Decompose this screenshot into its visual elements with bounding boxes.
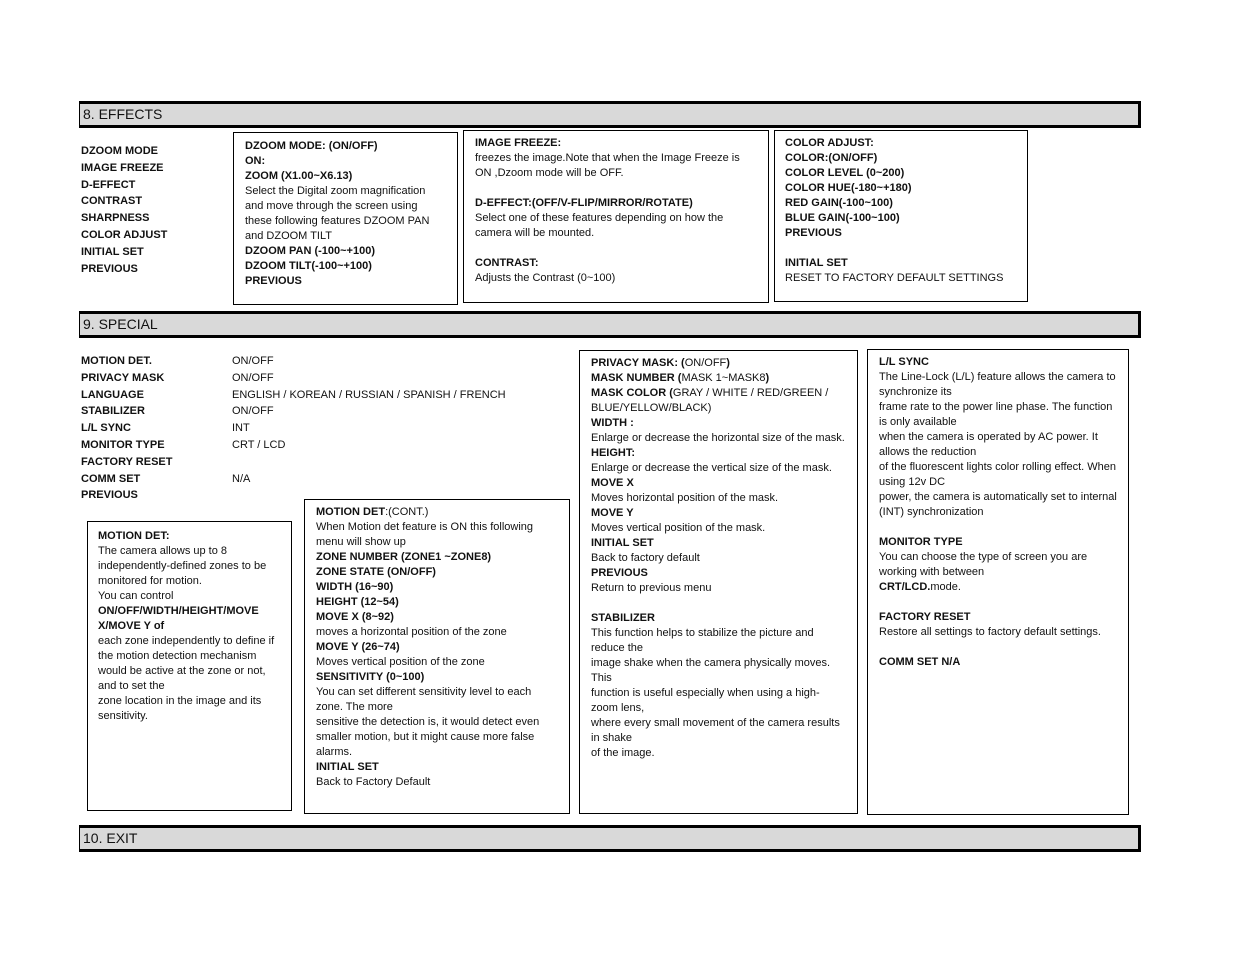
box-line-text: image shake when the camera physically moves. This bbox=[591, 657, 831, 684]
box-line-suffix: ON/OFF bbox=[684, 357, 727, 369]
menu-item: MOTION DET. bbox=[81, 355, 152, 367]
box-line-text: Adjusts the Contrast (0~100) bbox=[475, 272, 616, 284]
box-line bbox=[591, 416, 846, 431]
box-line-text: Restore all settings to factory default settings. bbox=[879, 626, 1101, 638]
box-line bbox=[591, 536, 846, 551]
freeze-box bbox=[463, 130, 769, 303]
box-line-text: INITIAL SET bbox=[591, 537, 654, 549]
box-line bbox=[591, 386, 846, 416]
box-line-text: You can set different sensitivity level to each zone. The more bbox=[316, 686, 532, 713]
box-line bbox=[785, 166, 1017, 181]
box-line bbox=[316, 655, 558, 670]
box-line bbox=[879, 355, 1117, 370]
box-line-text: sensitive the detection is, it would detect even smaller motion, but it might cause more false alarms. bbox=[316, 716, 540, 758]
menu-item: IMAGE FREEZE bbox=[81, 161, 164, 174]
box-line bbox=[475, 241, 757, 256]
box-line bbox=[591, 431, 846, 446]
motion-det-box bbox=[87, 521, 292, 811]
menu-item: PRIVACY MASK bbox=[81, 371, 165, 384]
box-line bbox=[591, 446, 846, 461]
box-line bbox=[316, 505, 558, 520]
box-line-text: ZONE NUMBER (ZONE1 ~ZONE8) bbox=[316, 551, 492, 563]
box-line-suffix: ) bbox=[726, 357, 730, 369]
box-line bbox=[785, 181, 1017, 196]
motion-det-cont-box bbox=[304, 499, 570, 814]
box-line-text: ZOOM (X1.00~X6.13) bbox=[245, 170, 353, 182]
box-line-text: COLOR LEVEL (0~200) bbox=[785, 167, 905, 179]
menu-item: MONITOR TYPE bbox=[81, 438, 165, 451]
box-line bbox=[879, 610, 1117, 625]
box-line-text: of the fluorescent lights color rolling effect. When using 12v DC bbox=[879, 461, 1117, 488]
box-line bbox=[316, 670, 558, 685]
box-line-text: CRT/LCD. bbox=[879, 581, 931, 593]
box-line-text: where every small movement of the camera results in shake bbox=[591, 717, 840, 744]
box-line-text: Return to previous menu bbox=[591, 582, 712, 594]
box-line-text: BLUE GAIN(-100~100) bbox=[785, 212, 900, 224]
box-line bbox=[591, 491, 846, 506]
box-line bbox=[785, 241, 1017, 256]
box-line-text: ZONE STATE (ON/OFF) bbox=[316, 566, 436, 578]
box-line-text: MOTION DET: bbox=[98, 530, 170, 542]
box-line-text: Enlarge or decrease the horizontal size of the mask. bbox=[591, 432, 845, 444]
menu-item: COLOR ADJUST bbox=[81, 228, 168, 241]
box-line bbox=[879, 520, 1117, 535]
menu-value bbox=[232, 454, 506, 471]
box-line-text: When Motion det feature is ON this following menu will show up bbox=[316, 521, 534, 548]
box-line bbox=[475, 196, 757, 211]
box-line bbox=[316, 580, 558, 595]
box-line bbox=[591, 356, 846, 371]
box-line-text: MOVE X bbox=[591, 477, 634, 489]
box-line bbox=[879, 655, 1117, 670]
box-line bbox=[591, 716, 846, 746]
box-line bbox=[316, 610, 558, 625]
box-line-text: moves a horizontal position of the zone bbox=[316, 626, 507, 638]
box-line-text: DZOOM TILT(-100~+100) bbox=[245, 260, 372, 272]
box-line bbox=[591, 626, 846, 656]
box-line-text: COMM SET N/A bbox=[879, 656, 961, 668]
menu-item: L/L SYNC bbox=[81, 422, 131, 435]
box-line bbox=[879, 580, 1117, 595]
box-line-text: COLOR ADJUST: bbox=[785, 137, 874, 149]
box-line bbox=[316, 685, 558, 715]
box-line bbox=[475, 181, 757, 196]
menu-item: D-EFFECT bbox=[81, 178, 136, 191]
box-line bbox=[591, 566, 846, 581]
menu-item: SHARPNESS bbox=[81, 212, 150, 225]
box-line-text: STABILIZER bbox=[591, 612, 655, 624]
box-line bbox=[316, 775, 558, 790]
box-line-suffix: MASK 1~MASK8 bbox=[681, 372, 766, 384]
box-line-text: Enlarge or decrease the vertical size of the mask. bbox=[591, 462, 832, 474]
box-line-text: RED GAIN(-100~100) bbox=[785, 197, 893, 209]
menu-item: CONTRAST bbox=[81, 195, 143, 208]
menu-value: ON/OFF bbox=[232, 405, 274, 418]
box-line-text: Moves vertical position of the zone bbox=[316, 656, 485, 668]
box-line-text: MONITOR TYPE bbox=[879, 536, 963, 548]
box-line bbox=[245, 274, 446, 289]
menu-value: ON/OFF bbox=[232, 371, 274, 384]
box-line-text: Back to Factory Default bbox=[316, 776, 431, 788]
box-line bbox=[591, 506, 846, 521]
box-line-text: INITIAL SET bbox=[316, 761, 379, 773]
box-line-text: PREVIOUS bbox=[785, 227, 842, 239]
box-line-text: MASK COLOR ( bbox=[591, 387, 673, 399]
box-line-text: You can choose the type of screen you are working with between bbox=[879, 551, 1088, 578]
menu-item: DZOOM MODE bbox=[81, 145, 158, 157]
sync-monitor-box bbox=[867, 349, 1129, 815]
box-line bbox=[475, 151, 757, 181]
box-line-text: frame rate to the power line phase. The function is only available bbox=[879, 401, 1113, 428]
box-line bbox=[591, 686, 846, 716]
menu-value: INT bbox=[232, 422, 250, 435]
box-line-text: when the camera is operated by AC power. It allows the reduction bbox=[879, 431, 1098, 458]
box-line bbox=[475, 136, 757, 151]
box-line bbox=[98, 589, 281, 604]
box-line-text: INITIAL SET bbox=[785, 257, 848, 269]
box-line bbox=[245, 154, 446, 169]
box-line bbox=[879, 625, 1117, 640]
box-line bbox=[98, 694, 281, 724]
box-line-text: The Line-Lock (L/L) feature allows the camera to synchronize its bbox=[879, 371, 1116, 398]
box-line-text: MOTION DET bbox=[316, 506, 386, 518]
box-line-text: CONTRAST: bbox=[475, 257, 539, 269]
box-line bbox=[591, 461, 846, 476]
box-line bbox=[245, 169, 446, 184]
box-line-text: Back to factory default bbox=[591, 552, 700, 564]
special-values bbox=[232, 353, 506, 504]
menu-item: PREVIOUS bbox=[81, 489, 138, 502]
box-line bbox=[98, 634, 281, 694]
box-line-text: WIDTH : bbox=[591, 417, 634, 429]
menu-item: STABILIZER bbox=[81, 405, 145, 418]
section-header-effects: 8. EFFECTS bbox=[79, 101, 1141, 128]
menu-item: INITIAL SET bbox=[81, 245, 144, 258]
box-line bbox=[316, 565, 558, 580]
box-line bbox=[98, 529, 281, 544]
box-line-text: HEIGHT (12~54) bbox=[316, 596, 399, 608]
box-line-suffix: :(CONT.) bbox=[385, 506, 429, 518]
box-line bbox=[591, 746, 846, 761]
box-line bbox=[879, 400, 1117, 430]
box-line bbox=[475, 271, 757, 286]
section-header-special: 9. SPECIAL bbox=[79, 311, 1141, 338]
box-line-text: ON: bbox=[245, 155, 266, 167]
box-line bbox=[245, 184, 446, 244]
privacy-stabilizer-box bbox=[579, 350, 858, 814]
box-line bbox=[879, 460, 1117, 490]
box-line bbox=[316, 625, 558, 640]
box-line-text: PREVIOUS bbox=[591, 567, 648, 579]
box-line bbox=[245, 259, 446, 274]
box-line-text: Select the Digital zoom magnification and move through the screen using these following features DZOOM PAN and DZOOM TILT bbox=[245, 185, 430, 242]
color-adjust-box bbox=[774, 130, 1028, 302]
box-line bbox=[591, 551, 846, 566]
box-line bbox=[98, 544, 281, 589]
menu-item: LANGUAGE bbox=[81, 388, 144, 401]
box-line-suffix: GRAY / WHITE / RED/GREEN / BLUE/YELLOW/BLACK) bbox=[591, 387, 829, 414]
menu-item: COMM SET bbox=[81, 472, 141, 485]
box-line-text: PREVIOUS bbox=[245, 275, 302, 287]
box-line-text: MASK NUMBER ( bbox=[591, 372, 682, 384]
box-line bbox=[879, 550, 1117, 580]
box-line-text: COLOR HUE(-180~+180) bbox=[785, 182, 912, 194]
box-line-text: WIDTH (16~90) bbox=[316, 581, 394, 593]
box-line-text: IMAGE FREEZE: bbox=[475, 137, 562, 149]
box-line bbox=[591, 521, 846, 536]
menu-value: CRT / LCD bbox=[232, 438, 286, 451]
box-line bbox=[245, 139, 446, 154]
box-line-text: of the image. bbox=[591, 747, 655, 759]
box-line-text: COLOR:(ON/OFF) bbox=[785, 152, 878, 164]
box-line bbox=[591, 596, 846, 611]
box-line bbox=[98, 604, 281, 634]
box-line bbox=[879, 370, 1117, 400]
menu-value: ENGLISH / KOREAN / RUSSIAN / SPANISH / FRENCH bbox=[232, 388, 506, 401]
box-line-text: FACTORY RESET bbox=[879, 611, 971, 623]
box-line-text: each zone independently to define if the motion detection mechanism would be active at the zone or not, and to set the bbox=[98, 635, 275, 692]
box-line-text: function is useful especially when using a high-zoom lens, bbox=[591, 687, 820, 714]
box-line-text: RESET TO FACTORY DEFAULT SETTINGS bbox=[785, 272, 1004, 284]
box-line bbox=[475, 211, 757, 241]
dzoom-box bbox=[233, 132, 458, 305]
box-line-text: This function helps to stabilize the picture and reduce the bbox=[591, 627, 814, 654]
box-line-text: MOVE X (8~92) bbox=[316, 611, 394, 623]
box-line-text: Select one of these features depending on how the camera will be mounted. bbox=[475, 212, 724, 239]
box-line-text: Moves vertical position of the mask. bbox=[591, 522, 766, 534]
box-line bbox=[245, 244, 446, 259]
box-line-text: D-EFFECT:(OFF/V-FLIP/MIRROR/ROTATE) bbox=[475, 197, 693, 209]
box-line-text: Moves horizontal position of the mask. bbox=[591, 492, 779, 504]
box-line bbox=[316, 550, 558, 565]
section-header-exit: 10. EXIT bbox=[79, 825, 1141, 852]
box-line bbox=[785, 211, 1017, 226]
box-line-text: SENSITIVITY (0~100) bbox=[316, 671, 425, 683]
box-line bbox=[316, 715, 558, 760]
menu-item: PREVIOUS bbox=[81, 262, 138, 275]
special-menu bbox=[81, 353, 172, 504]
box-line bbox=[785, 151, 1017, 166]
menu-value: N/A bbox=[232, 472, 251, 485]
box-line bbox=[785, 226, 1017, 241]
box-line-suffix: mode. bbox=[930, 581, 961, 593]
box-line-text: HEIGHT: bbox=[591, 447, 635, 459]
box-line bbox=[879, 430, 1117, 460]
box-line bbox=[316, 520, 558, 550]
box-line-text: ON/OFF/WIDTH/HEIGHT/MOVE X/MOVE Y of bbox=[98, 605, 259, 632]
box-line bbox=[591, 656, 846, 686]
box-line bbox=[591, 581, 846, 596]
box-line bbox=[879, 640, 1117, 655]
box-line-text: zone location in the image and its sensitivity. bbox=[98, 695, 262, 722]
box-line-text: freezes the image.Note that when the Image Freeze is ON ,Dzoom mode will be OFF. bbox=[475, 152, 740, 179]
box-line bbox=[591, 476, 846, 491]
menu-value: ON/OFF bbox=[232, 355, 274, 367]
effects-menu bbox=[81, 143, 167, 277]
box-line-text: MOVE Y bbox=[591, 507, 634, 519]
box-line bbox=[785, 196, 1017, 211]
box-line bbox=[785, 256, 1017, 271]
box-line bbox=[316, 640, 558, 655]
box-line-suffix: ) bbox=[765, 372, 770, 384]
box-line-text: The camera allows up to 8 independently-defined zones to be monitored for motion. bbox=[98, 545, 267, 587]
box-line bbox=[879, 535, 1117, 550]
box-line bbox=[475, 256, 757, 271]
box-line-text: DZOOM MODE: (ON/OFF) bbox=[245, 140, 378, 152]
box-line-text: MOVE Y (26~74) bbox=[316, 641, 400, 653]
box-line-text: L/L SYNC bbox=[879, 356, 929, 368]
box-line bbox=[879, 595, 1117, 610]
box-line bbox=[316, 760, 558, 775]
box-line-text: PRIVACY MASK: ( bbox=[591, 357, 685, 369]
box-line bbox=[785, 136, 1017, 151]
box-line bbox=[591, 611, 846, 626]
menu-item: FACTORY RESET bbox=[81, 455, 173, 468]
box-line-text: DZOOM PAN (-100~+100) bbox=[245, 245, 376, 257]
box-line bbox=[316, 595, 558, 610]
box-line-text: You can control bbox=[98, 590, 174, 602]
box-line bbox=[591, 371, 846, 386]
box-line bbox=[785, 271, 1017, 286]
box-line bbox=[879, 490, 1117, 520]
box-line-text: power, the camera is automatically set to internal (INT) synchronization bbox=[879, 491, 1117, 518]
